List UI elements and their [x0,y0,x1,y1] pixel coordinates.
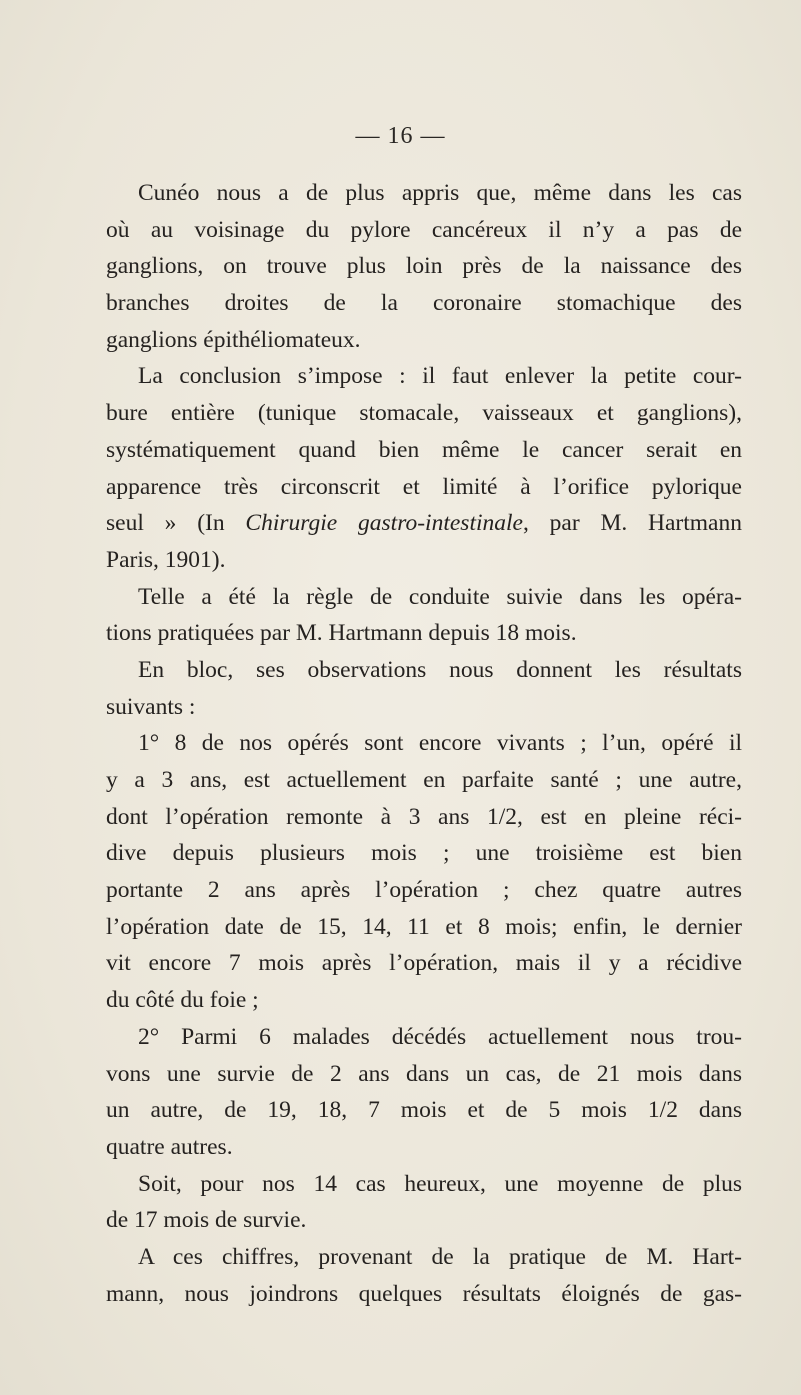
text-line: systématiquement quand bien même le cancer serait en [106,436,742,463]
text-line: dive depuis plusieurs mois ; une troisième est bien [106,840,742,867]
text-line: dont l’opération remonte à 3 ans 1/2, est en pleine réci- [106,803,742,830]
text-line: Soit, pour nos 14 cas heureux, une moyenne de plus [138,1170,742,1197]
text-line: un autre, de 19, 18, 7 mois et de 5 mois 1/2 dans [106,1097,742,1124]
text-line: Paris, 1901). [106,546,226,573]
text-line: 2° Parmi 6 malades décédés actuellement nous trou- [138,1023,742,1050]
text-line: tions pratiquées par M. Hartmann depuis 18 mois. [106,620,577,647]
text-line: 1° 8 de nos opérés sont encore vivants ; l’un, opéré il [138,730,742,757]
text-line: Telle a été la règle de conduite suivie dans les opéra- [138,583,742,610]
text-line: du côté du foie ; [106,987,259,1014]
text-line: y a 3 ans, est actuellement en parfaite santé ; une autre, [106,767,742,793]
text-line: A ces chiffres, provenant de la pratique de M. Hart- [138,1243,742,1270]
text-line: portante 2 ans après l’opération ; chez quatre autres [106,877,742,904]
body-text [106,175,742,1312]
text-line: ganglions épithéliomateux. [106,326,361,353]
text-line: ganglions, on trouve plus loin près de la naissance des [106,253,742,280]
text-line: apparence très circonscrit et limité à l’orifice pylorique [106,473,742,500]
book-title-italic: Chirurgie gastro-intestinale [245,510,523,537]
text-line: bure entière (tunique stomacale, vaisseaux et ganglions), [106,400,742,427]
text-line: Cunéo nous a de plus appris que, même dans les cas [138,180,742,206]
text-line: suivants : [106,693,196,720]
text-line: mann, nous joindrons quelques résultats éloignés de gas- [106,1280,742,1307]
text-line: où au voisinage du pylore cancéreux il n’y a pas de [106,216,742,243]
text-line: quatre autres. [106,1133,233,1160]
text-line: l’opération date de 15, 14, 11 et 8 mois; enfin, le dernier [106,913,742,940]
page-number: — 16 — [355,123,446,149]
text-line [106,505,742,542]
text-segment: , par M. Hartmann [522,510,742,537]
text-line: vons une survie de 2 ans dans un cas, de 21 mois dans [106,1060,742,1087]
text-line: vit encore 7 mois après l’opération, mais il y a récidive [106,950,742,977]
text-line: branches droites de la coronaire stomachique des [106,290,742,317]
text-line: La conclusion s’impose : il faut enlever la petite cour- [138,363,742,390]
text-segment: seul » (In [106,510,246,537]
text-line: de 17 mois de survie. [106,1207,307,1234]
text-line: En bloc, ses observations nous donnent les résultats [138,656,742,683]
